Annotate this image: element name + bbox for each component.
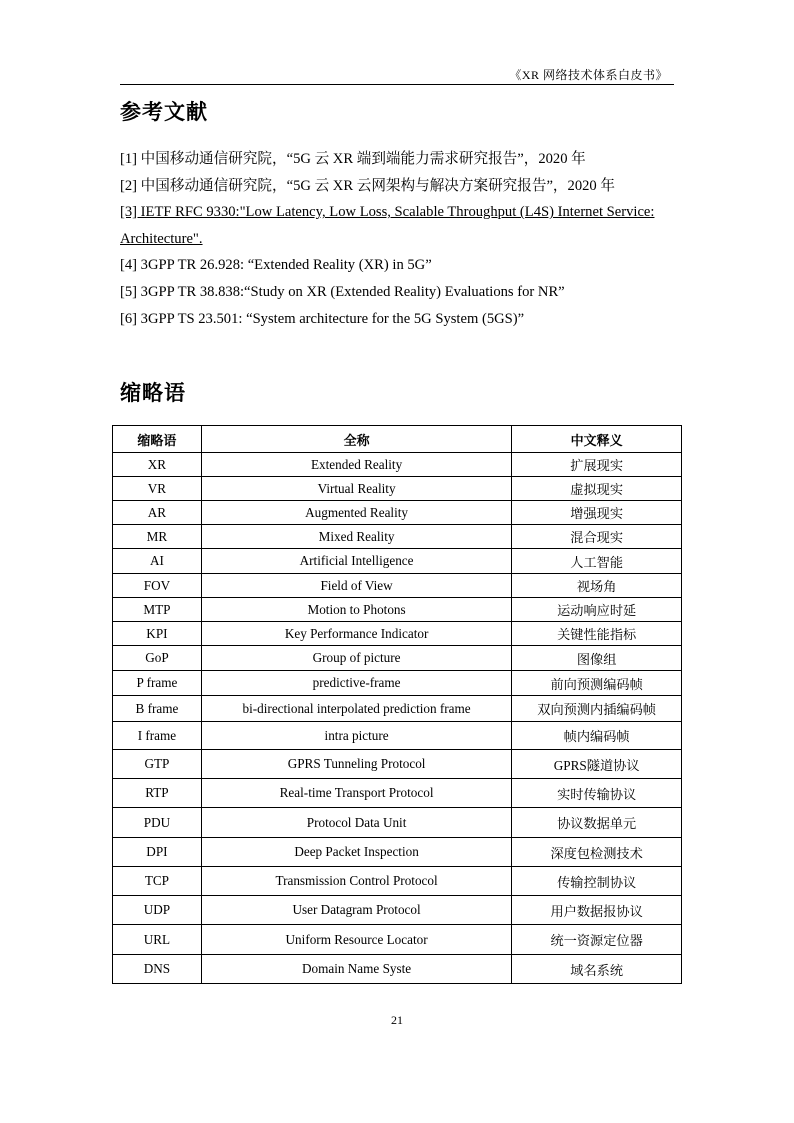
cell-chinese: 协议数据单元 bbox=[512, 808, 682, 838]
cell-chinese: 图像组 bbox=[512, 646, 682, 671]
cell-chinese: 统一资源定位器 bbox=[512, 925, 682, 955]
cell-chinese: 虚拟现实 bbox=[512, 477, 682, 501]
cell-abbreviation: KPI bbox=[113, 622, 202, 646]
column-header-abbreviation: 缩略语 bbox=[113, 426, 202, 453]
abbreviations-table-body bbox=[113, 453, 682, 984]
cell-full-name: Group of picture bbox=[201, 646, 511, 671]
column-header-full-name: 全称 bbox=[201, 426, 511, 453]
cell-abbreviation: UDP bbox=[113, 896, 202, 925]
table-row bbox=[113, 779, 682, 808]
cell-chinese: 扩展现实 bbox=[512, 453, 682, 477]
cell-abbreviation: FOV bbox=[113, 574, 202, 598]
cell-abbreviation: PDU bbox=[113, 808, 202, 838]
cell-chinese: 运动响应时延 bbox=[512, 598, 682, 622]
table-row bbox=[113, 750, 682, 779]
page-header bbox=[120, 62, 674, 85]
cell-full-name: Motion to Photons bbox=[201, 598, 511, 622]
reference-item: [2] 中国移动通信研究院，“5G 云 XR 云网架构与解决方案研究报告”，2020 年 bbox=[120, 177, 615, 194]
table-row bbox=[113, 622, 682, 646]
table-row bbox=[113, 808, 682, 838]
table-row bbox=[113, 646, 682, 671]
table-row bbox=[113, 453, 682, 477]
table-header-row bbox=[113, 426, 682, 453]
cell-abbreviation: RTP bbox=[113, 779, 202, 808]
table-row bbox=[113, 671, 682, 696]
cell-abbreviation: URL bbox=[113, 925, 202, 955]
cell-full-name: Uniform Resource Locator bbox=[201, 925, 511, 955]
cell-full-name: Extended Reality bbox=[201, 453, 511, 477]
cell-abbreviation: XR bbox=[113, 453, 202, 477]
cell-full-name: Virtual Reality bbox=[201, 477, 511, 501]
table-row bbox=[113, 867, 682, 896]
cell-chinese: 双向预测内插编码帧 bbox=[512, 696, 682, 722]
cell-full-name: Deep Packet Inspection bbox=[201, 838, 511, 867]
abbreviations-table bbox=[112, 425, 682, 984]
abbreviations-heading: 缩略语 bbox=[120, 381, 186, 405]
cell-abbreviation: DNS bbox=[113, 955, 202, 984]
cell-chinese: GPRS隧道协议 bbox=[512, 750, 682, 779]
table-row bbox=[113, 477, 682, 501]
references-heading: 参考文献 bbox=[120, 100, 208, 124]
table-row bbox=[113, 722, 682, 750]
cell-chinese: 视场角 bbox=[512, 574, 682, 598]
cell-abbreviation: TCP bbox=[113, 867, 202, 896]
page-number: 21 bbox=[391, 1013, 403, 1027]
cell-abbreviation: MTP bbox=[113, 598, 202, 622]
cell-abbreviation: I frame bbox=[113, 722, 202, 750]
cell-chinese: 人工智能 bbox=[512, 549, 682, 574]
table-row bbox=[113, 574, 682, 598]
cell-chinese: 前向预测编码帧 bbox=[512, 671, 682, 696]
table-row bbox=[113, 896, 682, 925]
cell-abbreviation: MR bbox=[113, 525, 202, 549]
cell-full-name: Key Performance Indicator bbox=[201, 622, 511, 646]
cell-full-name: bi-directional interpolated prediction frame bbox=[201, 696, 511, 722]
cell-chinese: 深度包检测技术 bbox=[512, 838, 682, 867]
reference-link[interactable]: [3] IETF RFC 9330:"Low Latency, Low Loss, Scalable Throughput (L4S) Internet Service: Architecture". bbox=[120, 204, 655, 247]
table-row bbox=[113, 696, 682, 722]
cell-full-name: Transmission Control Protocol bbox=[201, 867, 511, 896]
reference-item: [5] 3GPP TR 38.838:“Study on XR (Extended Reality) Evaluations for NR” bbox=[120, 283, 565, 300]
cell-chinese: 混合现实 bbox=[512, 525, 682, 549]
table-row bbox=[113, 955, 682, 984]
cell-full-name: User Datagram Protocol bbox=[201, 896, 511, 925]
cell-abbreviation: AI bbox=[113, 549, 202, 574]
table-row bbox=[113, 838, 682, 867]
document-title: 《XR 网络技术体系白皮书》 bbox=[509, 68, 668, 82]
cell-abbreviation: GTP bbox=[113, 750, 202, 779]
cell-chinese: 关键性能指标 bbox=[512, 622, 682, 646]
cell-full-name: Domain Name Syste bbox=[201, 955, 511, 984]
cell-chinese: 实时传输协议 bbox=[512, 779, 682, 808]
cell-full-name: Field of View bbox=[201, 574, 511, 598]
cell-full-name: Real-time Transport Protocol bbox=[201, 779, 511, 808]
table-row bbox=[113, 549, 682, 574]
reference-item: [1] 中国移动通信研究院，“5G 云 XR 端到端能力需求研究报告”，2020 年 bbox=[120, 151, 586, 167]
table-row bbox=[113, 501, 682, 525]
cell-abbreviation: P frame bbox=[113, 671, 202, 696]
cell-abbreviation: GoP bbox=[113, 646, 202, 671]
cell-full-name: Protocol Data Unit bbox=[201, 808, 511, 838]
table-row bbox=[113, 525, 682, 549]
cell-full-name: Mixed Reality bbox=[201, 525, 511, 549]
cell-abbreviation: B frame bbox=[113, 696, 202, 722]
table-row bbox=[113, 598, 682, 622]
references-list bbox=[120, 146, 680, 332]
cell-full-name: Augmented Reality bbox=[201, 501, 511, 525]
cell-chinese: 增强现实 bbox=[512, 501, 682, 525]
cell-chinese: 传输控制协议 bbox=[512, 867, 682, 896]
cell-chinese: 帧内编码帧 bbox=[512, 722, 682, 750]
cell-chinese: 域名系统 bbox=[512, 955, 682, 984]
cell-full-name: GPRS Tunneling Protocol bbox=[201, 750, 511, 779]
cell-full-name: intra picture bbox=[201, 722, 511, 750]
cell-full-name: Artificial Intelligence bbox=[201, 549, 511, 574]
cell-full-name: predictive-frame bbox=[201, 671, 511, 696]
column-header-chinese: 中文释义 bbox=[512, 426, 682, 453]
cell-abbreviation: DPI bbox=[113, 838, 202, 867]
cell-abbreviation: VR bbox=[113, 477, 202, 501]
cell-chinese: 用户数据报协议 bbox=[512, 896, 682, 925]
reference-item: [4] 3GPP TR 26.928: “Extended Reality (XR) in 5G” bbox=[120, 257, 432, 274]
cell-abbreviation: AR bbox=[113, 501, 202, 525]
reference-item: [6] 3GPP TS 23.501: “System architecture for the 5G System (5GS)” bbox=[120, 310, 525, 327]
table-row bbox=[113, 925, 682, 955]
